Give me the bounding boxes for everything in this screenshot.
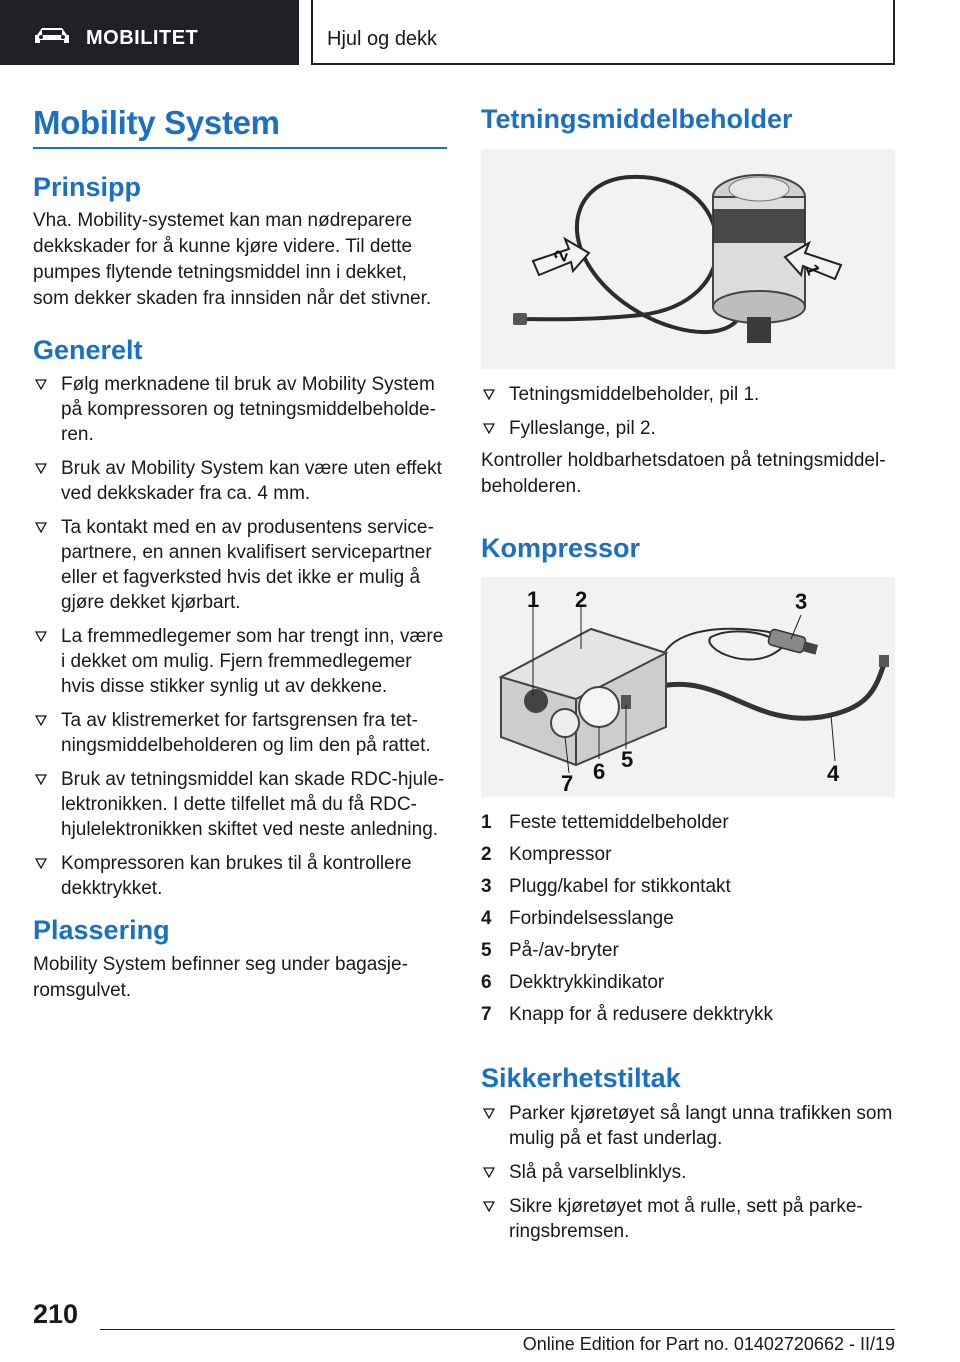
list-item: Bruk av Mobility System kan være uten effekt ved dekkskader fra ca. 4 mm.: [33, 456, 457, 506]
title-rule: [33, 147, 447, 149]
tetning-list: [481, 382, 901, 450]
legend-item: 4 Forbindelsesslange: [481, 908, 674, 929]
legend-item: 5 På-/av-bryter: [481, 940, 619, 961]
heading-sikkerhetstiltak: Sikkerhetstiltak: [481, 1063, 681, 1093]
callout-1: 1: [527, 587, 540, 612]
edition-text: Online Edition for Part no. 01402720662 - II/19: [522, 1334, 895, 1354]
plassering-text: Mobility System befinner seg under bagasje- romsgulvet.: [33, 954, 408, 1001]
legend-item: 6 Dekktrykkindikator: [481, 972, 665, 993]
car-icon: [33, 26, 71, 46]
figure-label: 2: [549, 247, 572, 264]
list-item: Parker kjøretøyet så langt unna trafikken som mulig på et fast underlag.: [481, 1101, 901, 1151]
heading-tetningsmiddelbeholder: Tetningsmiddelbeholder: [481, 104, 793, 134]
triangle-bullet-icon: [483, 1201, 495, 1212]
callout-6: 6: [593, 759, 606, 784]
valve-connector: [513, 313, 527, 325]
text-line: dekkskader for å kunne kjøre videre. Til dette: [33, 236, 413, 257]
list-item: Fylleslange, pil 2.: [481, 416, 901, 441]
text-line: som dekker skaden fra innsiden når det stivner.: [33, 288, 432, 309]
callout-2: 2: [575, 587, 588, 612]
callout-5: 5: [621, 747, 634, 772]
triangle-bullet-icon: [483, 1108, 495, 1119]
callout-3: 3: [795, 589, 808, 614]
legend-item: 1 Feste tettemiddelbeholder: [481, 812, 729, 833]
legend-item: 3 Plugg/kabel for stikkontakt: [481, 876, 731, 897]
text-line: Vha. Mobility-systemet kan man nødreparere: [33, 210, 413, 231]
list-item: Kompressoren kan brukes til å kontrollere dekktrykket.: [33, 851, 457, 901]
footer-rule: [100, 1329, 895, 1330]
list-item: Ta kontakt med en av produsentens service- partnere, en annen kvalifisert servicepartner eller et fagverksted hvis det ikke er mulig å gjøre dekket kjørbart.: [33, 515, 457, 615]
list-item: Slå på varselblinklys.: [481, 1160, 901, 1185]
compressor-legend: [481, 807, 895, 1031]
legend-item: 7 Knapp for å redusere dekktrykk: [481, 1004, 774, 1025]
list-item: Sikre kjøretøyet mot å rulle, sett på parke- ringsbremsen.: [481, 1194, 901, 1244]
chapter-tab: [311, 0, 895, 65]
triangle-bullet-icon: [35, 463, 47, 474]
triangle-bullet-icon: [483, 389, 495, 400]
callout-4: 4: [827, 761, 840, 786]
chapter-label: Hjul og dekk: [327, 28, 438, 50]
text-line: pumpes flytende tetningsmiddel inn i dekket,: [33, 262, 407, 283]
triangle-bullet-icon: [35, 631, 47, 642]
list-item: Bruk av tetningsmiddel kan skade RDC-hjule- lektronikken. I dette tilfellet må du få RDC- hjulelektronikken skiftet ved neste anledning.: [33, 767, 457, 842]
sealant-container-figure: [481, 149, 895, 369]
figure-label: 1: [801, 261, 824, 278]
triangle-bullet-icon: [35, 379, 47, 390]
triangle-bullet-icon: [35, 774, 47, 785]
sealant-container-illustration: [481, 149, 895, 369]
triangle-bullet-icon: [35, 522, 47, 533]
page-title: Mobility System: [33, 104, 280, 141]
triangle-bullet-icon: [483, 423, 495, 434]
prinsipp-text: [33, 208, 453, 312]
list-item: Følg merknadene til bruk av Mobility System på kompressoren og tetningsmiddelbeholde- ren.: [33, 372, 457, 447]
list-item: La fremmedlegemer som har trengt inn, være i dekket om mulig. Fjern fremmedlegemer hvis disse stikker synlig ut av dekkene.: [33, 624, 457, 699]
list-item: Tetningsmiddelbeholder, pil 1.: [481, 382, 901, 407]
sikkerhet-list: [481, 1101, 901, 1253]
heading-prinsipp: Prinsipp: [33, 172, 142, 202]
triangle-bullet-icon: [483, 1167, 495, 1178]
section-tab: [0, 0, 299, 65]
triangle-bullet-icon: [35, 858, 47, 869]
callout-7: 7: [561, 771, 574, 796]
heading-kompressor: Kompressor: [481, 533, 641, 563]
heading-generelt: Generelt: [33, 335, 143, 365]
list-item: Ta av klistremerket for fartsgrensen fra tet- ningsmiddelbeholderen og lim den på rattet.: [33, 708, 457, 758]
compressor-illustration: [481, 577, 895, 797]
legend-item: 2 Kompressor: [481, 844, 612, 865]
tetning-text: Kontroller holdbarhetsdatoen på tetningsmiddel- beholderen.: [481, 450, 886, 497]
page-number: 210: [33, 1299, 79, 1329]
compressor-figure: [481, 577, 895, 797]
generelt-list: [33, 372, 457, 910]
triangle-bullet-icon: [35, 715, 47, 726]
pressure-gauge-icon: [579, 687, 619, 727]
heading-plassering: Plassering: [33, 915, 170, 945]
section-label: MOBILITET: [86, 27, 199, 49]
